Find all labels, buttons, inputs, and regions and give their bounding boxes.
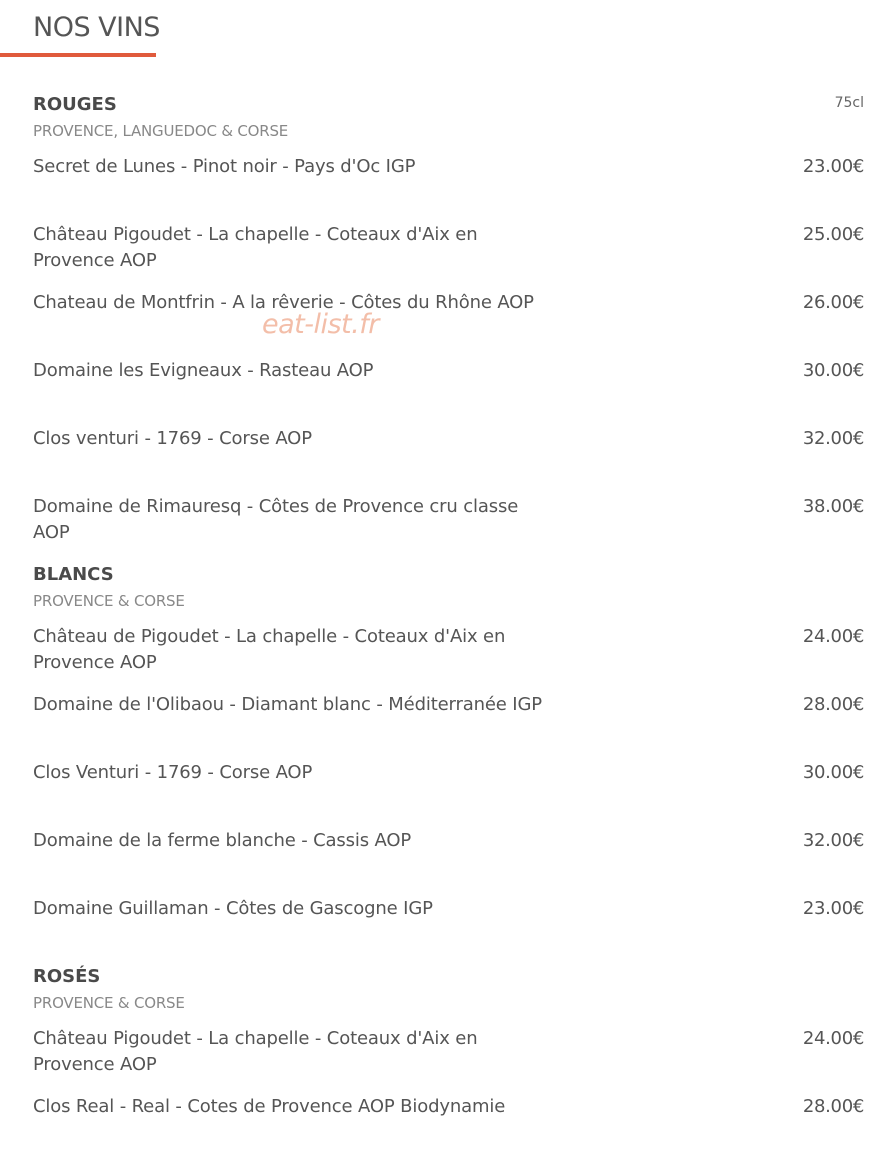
wine-price: 32.00€ — [802, 428, 864, 449]
wine-price: 24.00€ — [802, 626, 864, 647]
wine-price: 26.00€ — [802, 292, 864, 313]
wine-name: Clos venturi - 1769 - Corse AOP — [33, 428, 312, 449]
wine-price: 24.00€ — [802, 1028, 864, 1049]
wine-name: Clos Real - Real - Cotes de Provence AOP Biodynamie — [33, 1096, 506, 1117]
section-region-roses: PROVENCE & CORSE — [33, 994, 185, 1012]
wine-name: Domaine de l'Olibaou - Diamant blanc - Méditerranée IGP — [33, 694, 542, 715]
wine-price: 30.00€ — [802, 360, 864, 381]
wine-name: Chateau de Montfrin - A la rêverie - Côtes du Rhône AOP — [33, 292, 534, 313]
wine-name: Domaine les Evigneaux - Rasteau AOP — [33, 360, 374, 381]
wine-price: 38.00€ — [802, 496, 864, 517]
wine-name: Domaine Guillaman - Côtes de Gascogne IGP — [33, 898, 433, 919]
wine-name: Château Pigoudet - La chapelle - Coteaux d'Aix en Provence AOP — [33, 1028, 478, 1075]
watermark-logo: eat-list.fr — [262, 309, 379, 340]
wine-price: 23.00€ — [802, 156, 864, 177]
wine-name: Clos Venturi - 1769 - Corse AOP — [33, 762, 313, 783]
wine-price: 32.00€ — [802, 830, 864, 851]
wine-price: 28.00€ — [802, 694, 864, 715]
wine-name: Château Pigoudet - La chapelle - Coteaux d'Aix en Provence AOP — [33, 224, 478, 271]
page-title: NOS VINS — [33, 12, 160, 43]
section-region-rouges: PROVENCE, LANGUEDOC & CORSE — [33, 122, 289, 140]
wine-price: 23.00€ — [802, 898, 864, 919]
title-underline — [0, 53, 156, 57]
section-region-blancs: PROVENCE & CORSE — [33, 592, 185, 610]
wine-name: Château de Pigoudet - La chapelle - Coteaux d'Aix en Provence AOP — [33, 626, 506, 673]
wine-name: Domaine de Rimauresq - Côtes de Provence cru classe AOP — [33, 496, 519, 543]
wine-name: Domaine de la ferme blanche - Cassis AOP — [33, 830, 412, 851]
wine-price: 25.00€ — [802, 224, 864, 245]
wine-name: Secret de Lunes - Pinot noir - Pays d'Oc IGP — [33, 156, 416, 177]
section-heading-rouges: ROUGES — [33, 94, 117, 115]
section-heading-blancs: BLANCS — [33, 564, 114, 585]
bottle-size-label: 75cl — [834, 95, 864, 111]
section-heading-roses: ROSÉS — [33, 966, 101, 987]
wine-price: 30.00€ — [802, 762, 864, 783]
wine-price: 28.00€ — [802, 1096, 864, 1117]
